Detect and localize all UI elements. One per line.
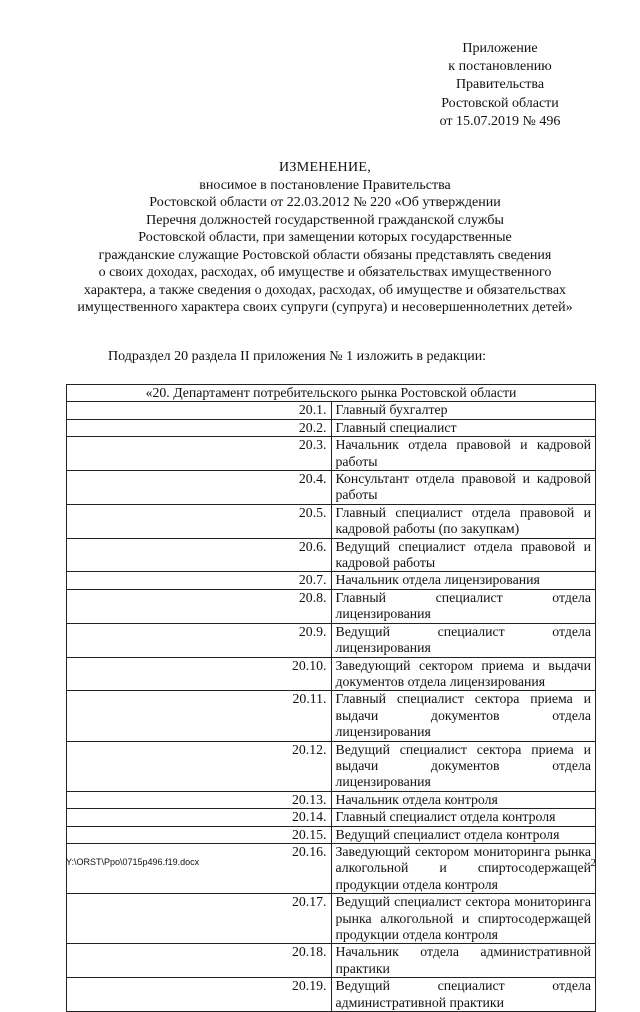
table-row	[67, 691, 596, 741]
row-number: 20.4.	[67, 471, 332, 505]
position-title: Начальник отдела лицензирования	[331, 572, 596, 589]
table-row	[67, 471, 596, 505]
position-title: Главный специалист отдела контроля	[331, 809, 596, 826]
row-number: 20.1.	[67, 402, 332, 419]
table-row	[67, 894, 596, 944]
position-title: Главный специалист сектора приема и выдачи документов отдела лицензирования	[331, 691, 596, 741]
table-row	[67, 572, 596, 589]
appendix-line: Приложение	[462, 41, 538, 56]
table-row	[67, 623, 596, 657]
heading-line: Ростовской области, при замещении которых государственные	[138, 230, 512, 245]
heading-line: характера, а также сведения о доходах, расходах, об имуществе и обязательствах	[83, 282, 567, 298]
row-number: 20.11.	[67, 691, 332, 741]
page-footer	[66, 857, 596, 869]
position-title: Консультант отдела правовой и кадровой работы	[331, 471, 596, 505]
table-row	[67, 809, 596, 826]
row-number: 20.5.	[67, 504, 332, 538]
row-number: 20.19.	[67, 978, 332, 1012]
row-number: 20.13.	[67, 791, 332, 808]
table-row	[67, 657, 596, 691]
row-number: 20.6.	[67, 538, 332, 572]
table-row	[67, 978, 596, 1012]
row-number: 20.18.	[67, 944, 332, 978]
position-title: Заведующий сектором приема и выдачи документов отдела лицензирования	[331, 657, 596, 691]
table-row	[67, 504, 596, 538]
table-row	[67, 437, 596, 471]
table-row	[67, 419, 596, 436]
position-title: Ведущий специалист сектора приема и выдачи документов отдела лицензирования	[331, 741, 596, 791]
row-number: 20.10.	[67, 657, 332, 691]
row-number: 20.8.	[67, 589, 332, 623]
file-path: Y:\ORST\Ppo\0715p496.f19.docx	[66, 857, 200, 867]
department-title: «20. Департамент потребительского рынка Ростовской области	[67, 385, 596, 402]
department-row	[67, 385, 596, 402]
positions-table	[66, 384, 596, 1012]
appendix-line: Ростовской области	[441, 95, 559, 111]
position-title: Ведущий специалист отдела лицензирования	[331, 623, 596, 657]
row-number: 20.15.	[67, 826, 332, 843]
position-title: Главный бухгалтер	[331, 402, 596, 419]
table-row	[67, 538, 596, 572]
heading-line: вносимое в постановление Правительства	[199, 177, 451, 193]
position-title: Ведущий специалист отдела контроля	[331, 826, 596, 843]
table-row	[67, 741, 596, 791]
table-row	[67, 589, 596, 623]
row-number: 20.16.	[67, 843, 332, 893]
position-title: Заведующий сектором мониторинга рынка алкогольной и спиртосодержащей продукции отдела контроля	[331, 843, 596, 893]
row-number: 20.14.	[67, 809, 332, 826]
heading-line: Перечня должностей государственной гражданской службы	[146, 212, 504, 228]
row-number: 20.7.	[67, 572, 332, 589]
position-title: Главный специалист	[331, 419, 596, 436]
table-row	[67, 791, 596, 808]
row-number: 20.17.	[67, 894, 332, 944]
row-number: 20.3.	[67, 437, 332, 471]
row-number: 20.12.	[67, 741, 332, 791]
table-row	[67, 826, 596, 843]
heading-line: Ростовской области от 22.03.2012 № 220 «Об утверждении	[149, 195, 501, 210]
position-title: Ведущий специалист отдела правовой и кадровой работы	[331, 538, 596, 572]
position-title: Начальник отдела контроля	[331, 791, 596, 808]
appendix-line: от 15.07.2019 № 496	[439, 113, 561, 129]
page-number: 2	[590, 857, 596, 869]
position-title: Главный специалист отдела лицензирования	[331, 589, 596, 623]
position-title: Ведущий специалист отдела административной практики	[331, 978, 596, 1012]
table-row	[67, 402, 596, 419]
document-heading	[60, 159, 590, 317]
position-title: Начальник отдела административной практики	[331, 944, 596, 978]
heading-line: имущественного характера своих супруги (супруга) и несовершеннолетних детей»	[77, 300, 573, 315]
position-title: Ведущий специалист сектора мониторинга рынка алкогольной и спиртосодержащей продукции отдела контроля	[331, 894, 596, 944]
heading-line: гражданские служащие Ростовской области обязаны представлять сведения	[98, 247, 552, 263]
row-number: 20.9.	[67, 623, 332, 657]
instruction-text: Подраздел 20 раздела II приложения № 1 изложить в редакции:	[108, 349, 487, 364]
appendix-line: к постановлению	[448, 59, 552, 75]
appendix-block	[420, 40, 580, 131]
position-title: Начальник отдела правовой и кадровой работы	[331, 437, 596, 471]
heading-line: о своих доходах, расходах, об имуществе и обязательствах имущественного	[98, 265, 552, 280]
position-title: Главный специалист отдела правовой и кадровой работы (по закупкам)	[331, 504, 596, 538]
table-row	[67, 944, 596, 978]
row-number: 20.2.	[67, 419, 332, 436]
heading-title: ИЗМЕНЕНИЕ,	[278, 160, 372, 175]
appendix-line: Правительства	[455, 77, 545, 93]
